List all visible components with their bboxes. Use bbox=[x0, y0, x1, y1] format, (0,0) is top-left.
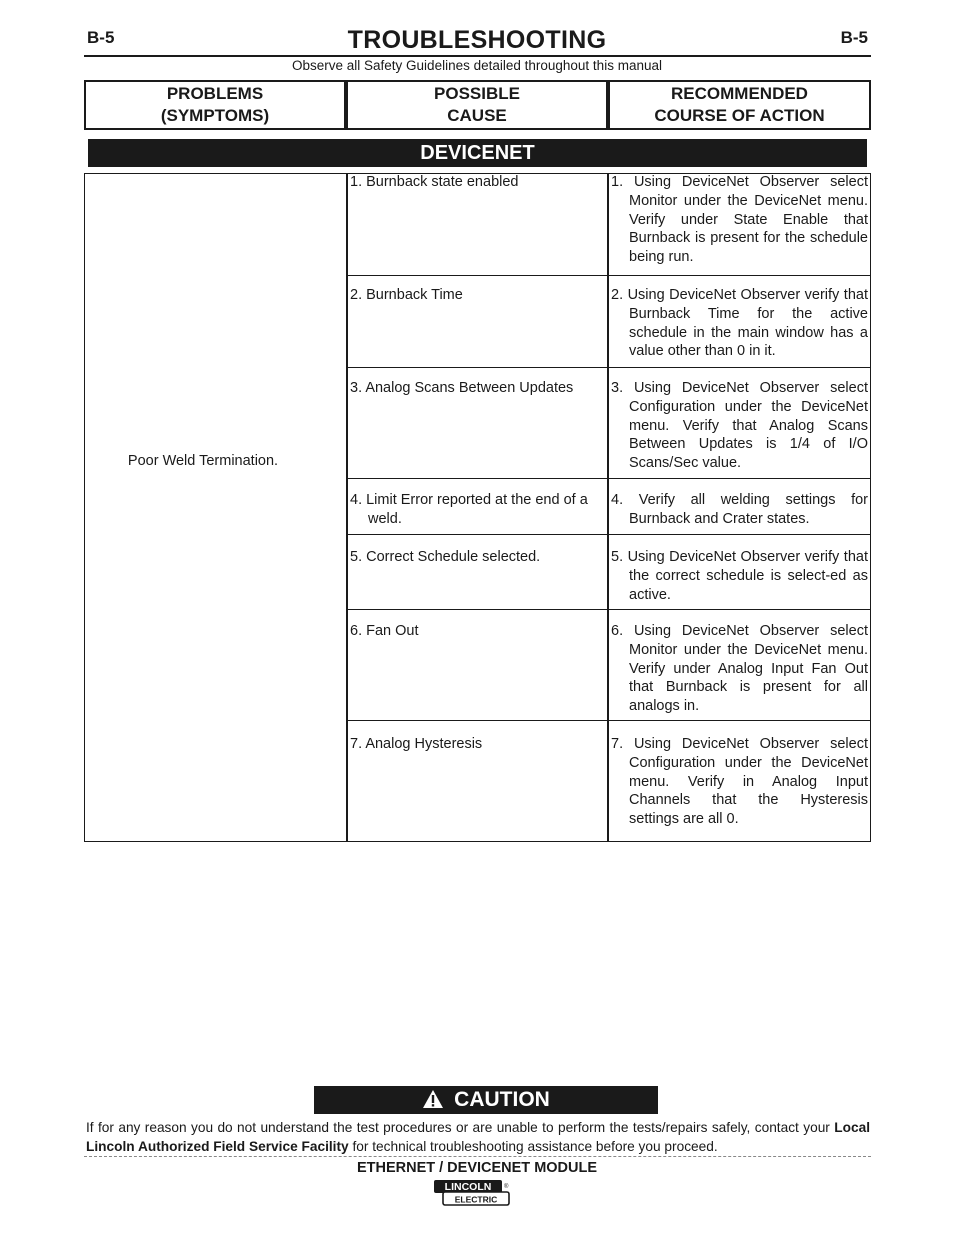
page-title: TROUBLESHOOTING bbox=[347, 26, 607, 54]
caution-text-bold: Local Lincoln Authorized Field Service Facility bbox=[86, 1120, 870, 1154]
header-action-line1: RECOMMENDED bbox=[671, 84, 808, 103]
row-divider bbox=[347, 720, 871, 721]
caution-text bbox=[86, 1118, 870, 1156]
page-number-left: B-5 bbox=[87, 28, 115, 47]
action-cell: 6. Using DeviceNet Observer select Monitor under the DeviceNet menu. Verify under Analog Input Fan Out that Burnback is present for all analogs in. bbox=[611, 623, 868, 715]
row-divider bbox=[347, 478, 871, 479]
svg-text:LINCOLN: LINCOLN bbox=[444, 1181, 492, 1193]
cause-cell: 2. Burnback Time bbox=[350, 287, 463, 303]
header-course-of-action bbox=[608, 80, 871, 130]
problem-symptom: Poor Weld Termination. bbox=[127, 453, 279, 469]
action-cell: 1. Using DeviceNet Observer select Monitor under the DeviceNet menu. Verify under State Enable that Burnback is present for the schedule being run. bbox=[611, 174, 868, 266]
caution-text-part2: for technical troubleshooting assistance before you proceed. bbox=[348, 1139, 718, 1154]
column-divider bbox=[346, 173, 348, 842]
safety-note: Observe all Safety Guidelines detailed throughout this manual bbox=[292, 58, 662, 73]
page-number-right: B-5 bbox=[840, 28, 868, 47]
svg-text:®: ® bbox=[504, 1184, 509, 1190]
row-divider bbox=[347, 609, 871, 610]
warning-triangle-icon bbox=[422, 1089, 444, 1109]
caution-text-part1: If for any reason you do not understand the test procedures or are unable to perform the tests/repairs safely, contact your bbox=[86, 1120, 835, 1135]
header-problems bbox=[84, 80, 346, 130]
action-cell: 4. Verify all welding settings for Burnback and Crater states. bbox=[611, 492, 868, 527]
column-divider bbox=[607, 173, 609, 842]
header-cause-line1: POSSIBLE bbox=[434, 84, 520, 103]
action-cell: 5. Using DeviceNet Observer verify that the correct schedule is select-ed as active. bbox=[611, 549, 868, 603]
caution-label: CAUTION bbox=[454, 1088, 550, 1111]
row-divider bbox=[347, 367, 871, 368]
row-divider bbox=[347, 275, 871, 276]
footer-divider bbox=[84, 1156, 871, 1157]
action-cell: 2. Using DeviceNet Observer verify that Burnback Time for the active schedule in the main window has a value other than 0 in it. bbox=[611, 287, 868, 360]
footer-module-name: ETHERNET / DEVICENET MODULE bbox=[356, 1160, 598, 1176]
cause-cell: 6. Fan Out bbox=[350, 623, 419, 639]
title-rule bbox=[84, 55, 871, 57]
cause-cell: 5. Correct Schedule selected. bbox=[350, 549, 541, 565]
header-cause-line2: CAUSE bbox=[447, 106, 507, 125]
svg-text:ELECTRIC: ELECTRIC bbox=[454, 1194, 498, 1205]
header-problems-line1: PROBLEMS bbox=[166, 84, 264, 103]
row-divider bbox=[347, 534, 871, 535]
caution-banner bbox=[314, 1086, 658, 1114]
section-title-bar: DEVICENET bbox=[88, 139, 867, 167]
header-possible-cause bbox=[346, 80, 608, 130]
cause-cell: 1. Burnback state enabled bbox=[350, 174, 519, 190]
header-action-line2: COURSE OF ACTION bbox=[654, 106, 825, 125]
header-problems-line2: (SYMPTOMS) bbox=[160, 106, 270, 125]
cause-cell: 4. Limit Error reported at the end of a weld. bbox=[350, 492, 588, 527]
lincoln-electric-logo bbox=[433, 1179, 510, 1206]
action-cell: 3. Using DeviceNet Observer select Configuration under the DeviceNet menu. Verify that Analog Scans Between Updates is 1/4 of I/O Scans/Sec value. bbox=[611, 380, 868, 472]
action-cell: 7. Using DeviceNet Observer select Configuration under the DeviceNet menu. Verify in Analog Input Channels that the Hysteresis settings are all 0. bbox=[611, 736, 868, 828]
cause-cell: 3. Analog Scans Between Updates bbox=[350, 380, 574, 396]
cause-cell: 7. Analog Hysteresis bbox=[350, 736, 483, 752]
